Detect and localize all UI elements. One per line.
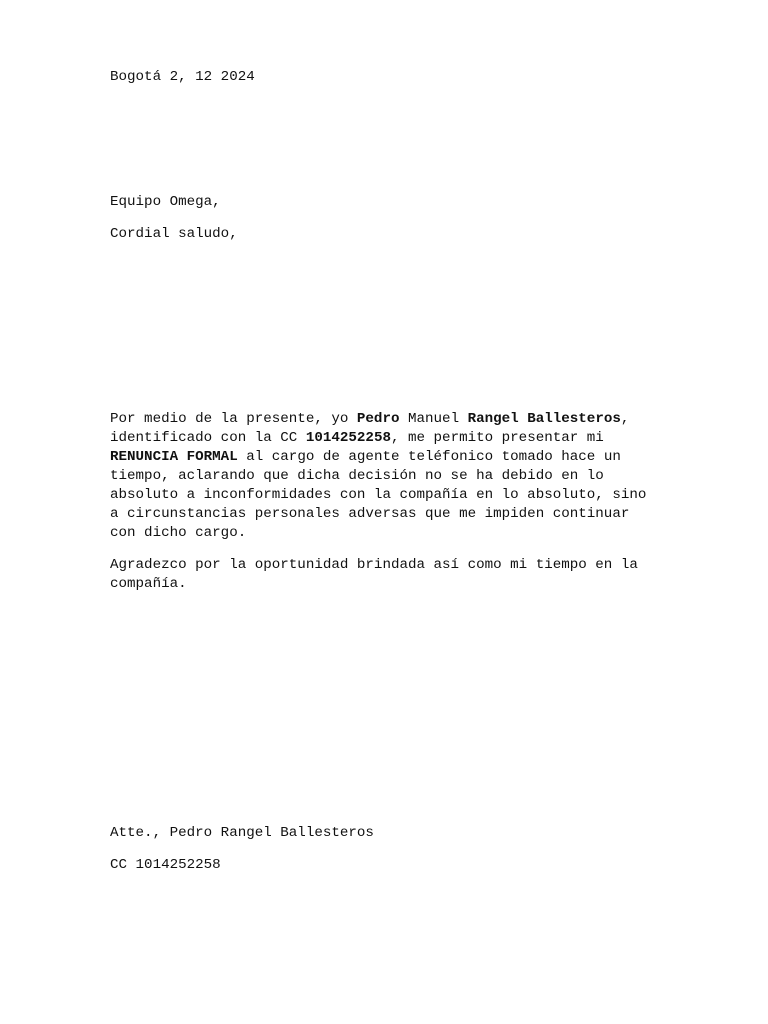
letter-greeting: Cordial saludo,: [110, 226, 238, 242]
paragraph-line: absoluto a inconformidades con la compañía en lo absoluto, sino: [110, 487, 647, 503]
paragraph-line: a circunstancias personales adversas que me impiden continuar: [110, 506, 630, 522]
text-run: Manuel: [399, 411, 468, 427]
resignation-paragraph: [110, 410, 710, 543]
letter-date: Bogotá 2, 12 2024: [110, 69, 255, 85]
letter-closing-signature: Atte., Pedro Rangel Ballesteros: [110, 825, 374, 841]
text-run: al cargo de agente teléfonico tomado hace un: [237, 449, 621, 465]
paragraph-line: compañía.: [110, 576, 187, 592]
paragraph-line: Agradezco por la oportunidad brindada así como mi tiempo en la: [110, 557, 638, 573]
paragraph-line: [110, 429, 710, 448]
paragraph-line: tiempo, aclarando que dicha decisión no se ha debido en lo: [110, 468, 604, 484]
text-run: ,: [620, 411, 630, 427]
paragraph-line: [110, 448, 710, 467]
text-run: Por medio de la presente, yo: [110, 411, 357, 427]
bold-surnames: Rangel Ballesteros: [467, 411, 621, 427]
bold-id-number: 1014252258: [305, 430, 391, 446]
letter-id-line: CC 1014252258: [110, 857, 221, 873]
text-run: identificado con la CC: [110, 430, 306, 446]
text-run: , me permito presentar mi: [390, 430, 604, 446]
letter-recipient: Equipo Omega,: [110, 194, 221, 210]
paragraph-line: [110, 410, 710, 429]
bold-first-name: Pedro: [356, 411, 400, 427]
gratitude-paragraph: [110, 556, 710, 594]
paragraph-line: con dicho cargo.: [110, 525, 247, 541]
bold-renuncia-formal: RENUNCIA FORMAL: [110, 449, 238, 465]
